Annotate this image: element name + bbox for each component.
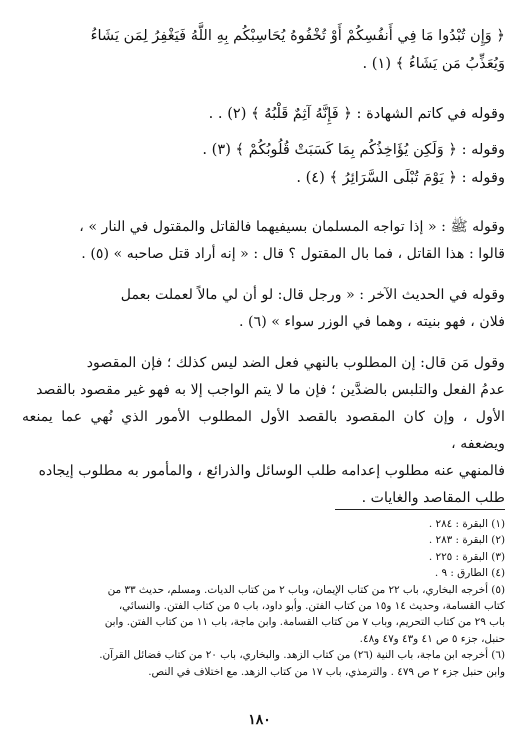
footnote-5-cont-3: حنبل، جزء ٥ ص ٤١ و٤٣ و٤٧ و٤٨. — [359, 632, 505, 645]
page-number: ١٨٠ — [248, 712, 271, 728]
footnote-1: (١) البقرة : ٢٨٤ . — [428, 518, 505, 530]
spacer — [22, 268, 505, 282]
paragraph-hearts-earned: وقوله : ﴿ وَلَكِن يُؤَاخِذُكُم بِمَا كَسَبَتْ قُلُوبُكُمْ ﴾ (٣) . — [202, 141, 505, 158]
footnote-5-cont-2: باب ٢٩ من كتاب التحريم، وباب ٧ من كتاب القسامة. وابن ماجة، باب ١١ من كتاب الفتن. وابن — [104, 616, 505, 629]
discussion-line-4: فالمنهي عنه مطلوب إعدامه طلب الوسائل والذرائع ، والمأمور به مطلوب إيجاده — [38, 463, 505, 479]
footnote-5-cont-1: كتاب القسامة، وحديث ١٤ و١٥ من كتاب الفتن. وأبو داود، باب ٥ من كتاب الفتن. والنسائي، — [118, 600, 505, 613]
spacer — [22, 128, 505, 136]
discussion-line-3: الأول ، وإن كان المقصود بالقصد الأول المطلوب الأمور الذي نُهي عما يمنعه ويضعفه ، — [22, 409, 505, 452]
hadith-line-3: وقوله في الحديث الآخر : « ورجل قال: لو أن لي مالاً لعملت بعمل — [120, 287, 505, 303]
quran-verse-1 — [22, 22, 505, 78]
footnote-4: (٤) الطارق : ٩ . — [434, 567, 505, 580]
footnote-6-cont-1: وابن حنبل جزء ٢ ص ٤٧٩ . والترمذي، باب ١٧ من كتاب الزهد. مع اختلاف في النص. — [148, 665, 505, 678]
footnotes-section — [22, 509, 505, 680]
discussion-line-5: طلب المقاصد والغايات . — [361, 490, 505, 506]
paragraph-witness-concealer: وقوله في كاتم الشهادة : ﴿ فَإِنَّهُ آثِمٌ قَلْبُهُ ﴾ (٢) . . — [208, 105, 505, 122]
spacer — [22, 78, 505, 100]
footnote-divider — [335, 509, 505, 510]
paragraph-hadith-intention — [22, 282, 505, 336]
footnote-3: (٣) البقرة : ٢٢٥ . — [428, 550, 505, 563]
verse-line-2: وَيُعَذِّبُ مَن يَشَاءُ ﴾ (١) . — [362, 55, 505, 72]
spacer — [22, 336, 505, 350]
footnote-2: (٢) البقرة : ٢٨٣ . — [428, 534, 505, 547]
paragraph-prohibition-discussion — [22, 350, 505, 512]
hadith-line-2: قالوا : هذا القاتل ، فما بال المقتول ؟ قال : « إنه أراد قتل صاحبه » (٥) . — [81, 246, 505, 262]
hadith-line-4: فلان ، فهو بنيته ، وهما في الوزر سواء » (٦) . — [239, 314, 505, 330]
footnote-5: (٥) أخرجه البخاري، باب ٢٢ من كتاب الإيمان، وباب ٢ من كتاب الديات. ومسلم، حديث ٣٣ من — [107, 583, 505, 596]
footnote-6: (٦) أخرجه ابن ماجة، باب النية (٢٦) من كتاب الزهد. والبخاري، باب ٢٠ من كتاب فضائل القرآن. — [99, 649, 505, 662]
paragraph-secrets-tested: وقوله : ﴿ يَوْمَ تُبْلَى السَّرَائِرُ ﴾ (٤) . — [296, 169, 505, 186]
spacer — [22, 192, 505, 214]
paragraph-hadith-two-muslims — [22, 214, 505, 268]
verse-line-1: ﴿ وَإِن تُبْدُوا مَا فِي أَنفُسِكُمْ أَوْ تُخْفُوهُ يُحَاسِبْكُم بِهِ اللَّهُ فَيَغْفِرُ لِمَن يَشَاءُ — [90, 27, 505, 44]
discussion-line-1: وقول مَن قال: إن المطلوب بالنهي فعل الضد ليس كذلك ؛ فإن المقصود — [86, 355, 505, 371]
discussion-line-2: عدمُ الفعل والتلبس بالضدَّين ؛ فإن ما لا يتم الواجب إلا به فهو غير مقصود بالقصد — [36, 382, 505, 398]
hadith-line-1: وقوله ﷺ : « إذا تواجه المسلمان بسيفيهما فالقاتل والمقتول في النار » ، — [79, 219, 505, 235]
